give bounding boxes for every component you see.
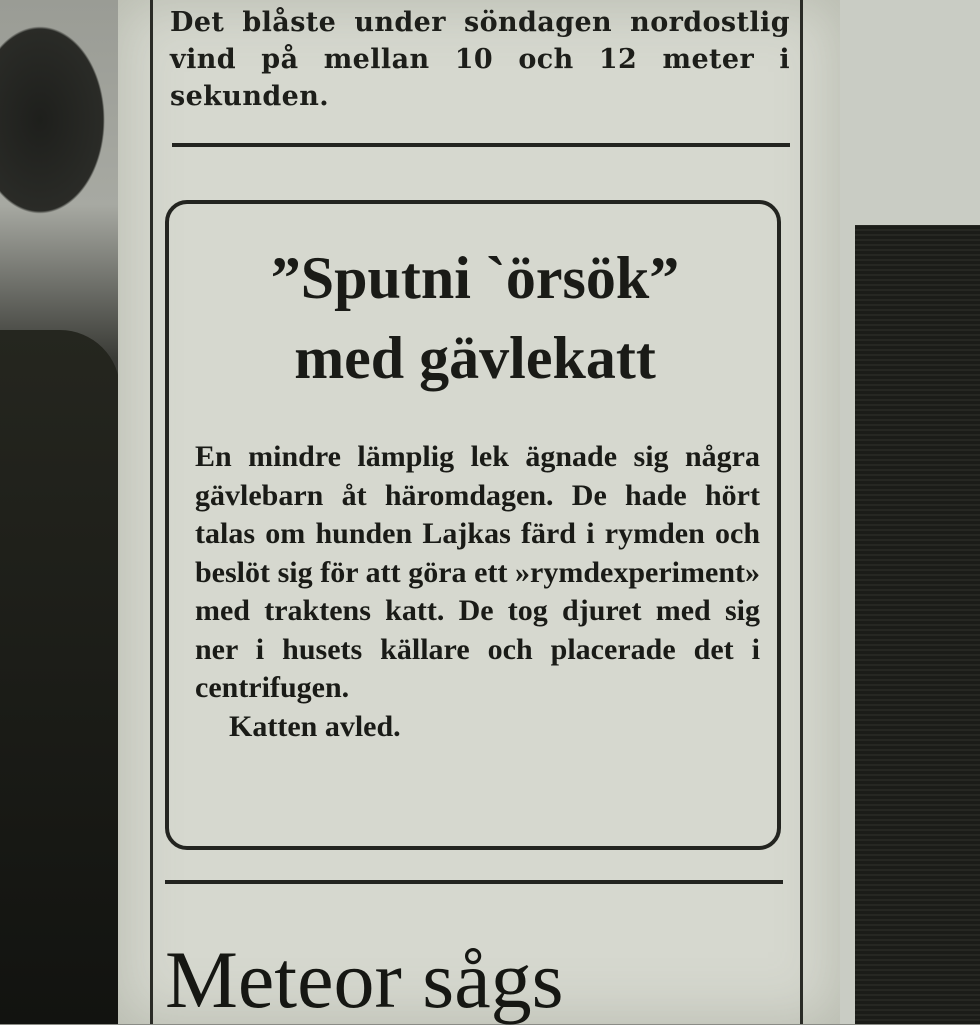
section-divider-bottom [165,880,783,884]
top-article-text: Det blåste under söndagen nordostlig vind på mellan 10 och 12 meter i sekunden. [170,7,790,112]
section-divider-top [172,143,790,147]
headline-line-2: med gävlekatt [294,325,656,391]
next-article-headline: Meteor sågs [165,934,564,1025]
boxed-article-headline [185,238,765,398]
column-rule-left [150,0,153,1024]
body-paragraph-1: En mindre lämplig lek ägnade sig några gävlebarn åt häromdagen. De hade hört talas om hunden Lajkas färd i rymden och beslöt sig för att göra ett »rymdexperiment» med traktens katt. De tog djuret med sig ner i husets källare och placerade det i centrifugen. [195,440,760,704]
headline-line-1: ”Sputni `örsök” [270,245,680,311]
body-paragraph-2: Katten avled. [229,709,401,743]
right-photo-fragment [855,225,980,1024]
boxed-article-body [195,438,760,746]
column-rule-right [800,0,803,1024]
